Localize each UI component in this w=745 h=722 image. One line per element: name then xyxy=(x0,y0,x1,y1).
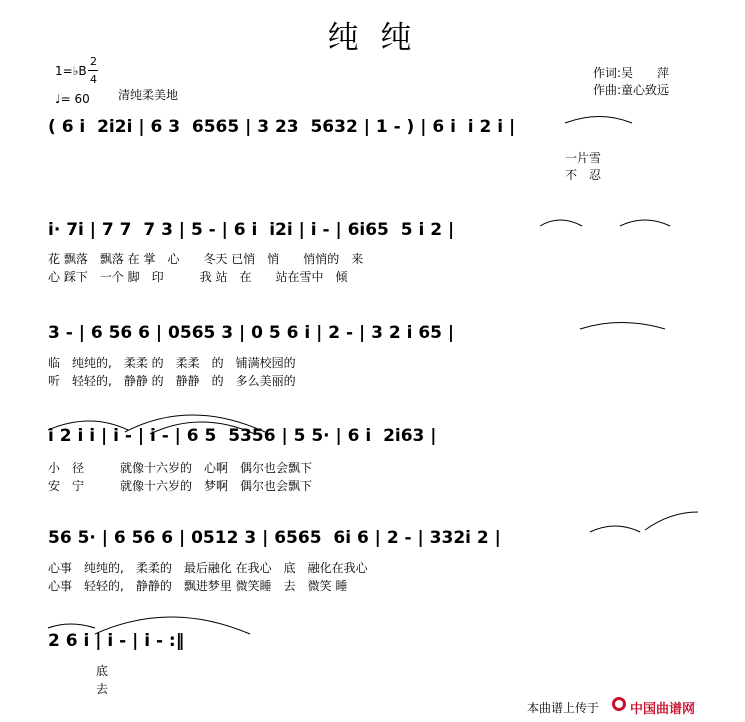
slur-mark xyxy=(590,526,640,532)
slur-mark xyxy=(48,624,95,628)
lyrics-verse-2: 安 宁 就像十六岁的 梦啊 偶尔也会飘下 xyxy=(48,479,313,493)
lyrics-verse-1: 心事 纯纯的, 柔柔的 最后融化 在我心 底 融化在我心 xyxy=(48,561,368,575)
site-logo-text[interactable]: 中国曲谱网 xyxy=(630,702,696,717)
song-title: 纯 纯 xyxy=(327,20,418,56)
lyrics-verse-2: 听 轻轻的, 静静 的 静静 的 多么美丽的 xyxy=(48,374,296,388)
lyrics-verse-2: 不 忍 xyxy=(565,168,602,182)
lyrics-verse-1: 花 飘落 飘落 在 掌 心 冬天 已悄 悄 悄悄的 来 xyxy=(48,252,364,266)
tempo-marking: ♩= 60 xyxy=(55,92,90,106)
time-signature-top: 2 xyxy=(90,55,97,68)
lyrics-verse-2: 去 xyxy=(96,682,109,696)
lyrics-verse-2: 心 踩下 一个 脚 印 我 站 在 站在雪中 倾 xyxy=(48,270,348,284)
notation-line: i 2 i i | i - | i - | 6 5 5356 | 5 5· | 6 i 2i63 | xyxy=(48,426,437,446)
slur-mark xyxy=(580,323,665,330)
upload-note: 本曲谱上传于 xyxy=(527,701,600,715)
notation-line: ( 6 i 2i2i | 6 3 6565 | 3 23 5632 | 1 - ) | 6 i i 2 i | xyxy=(48,117,516,137)
composer-credit: 作曲:童心致远 xyxy=(593,83,670,97)
lyrics-verse-2: 心事 轻轻的, 静静的 飘进梦里 微笑睡 去 微笑 睡 xyxy=(48,579,348,593)
lyrics-verse-1: 小 径 就像十六岁的 心啊 偶尔也会飘下 xyxy=(48,461,313,475)
slur-mark xyxy=(620,220,670,226)
key-signature: 1=♭B xyxy=(55,64,87,78)
notation-line: 2 6 i | i - | i - :‖ xyxy=(48,631,185,651)
slur-mark xyxy=(540,220,582,226)
lyrics-verse-1: 临 纯纯的, 柔柔 的 柔柔 的 铺满校园的 xyxy=(48,356,296,370)
slur-mark xyxy=(150,422,255,434)
notation-line: 3 - | 6 56 6 | 0565 3 | 0 5 6 i | 2 - | 3 2 i 65 | xyxy=(48,323,455,343)
notation-line: i· 7i | 7 7 7 3 | 5 - | 6 i i2i | i - | 6i65 5 i 2 | xyxy=(48,220,455,240)
slur-mark xyxy=(565,117,632,124)
slur-mark xyxy=(48,421,128,430)
lyrics-verse-1: 一片雪 xyxy=(565,151,602,165)
lyrics-verse-1: 底 xyxy=(96,664,109,678)
time-signature-bottom: 4 xyxy=(90,73,97,86)
slur-mark xyxy=(95,617,250,634)
notation-line: 56 5· | 6 56 6 | 0512 3 | 6565 6i 6 | 2 - | 332i 2 | xyxy=(48,528,501,548)
lyricist-credit: 作词:吴 萍 xyxy=(593,66,670,80)
slur-mark xyxy=(645,512,698,530)
site-logo-icon xyxy=(612,697,626,711)
expression-marking: 清纯柔美地 xyxy=(118,88,179,102)
